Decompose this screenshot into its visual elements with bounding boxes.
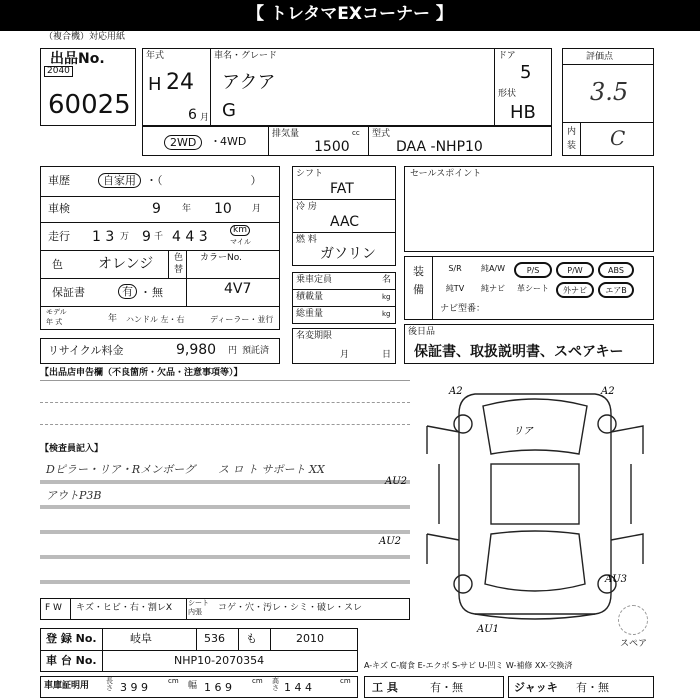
mileage-unit: km — [230, 225, 250, 236]
cert-width: 1 6 9 — [204, 681, 232, 694]
drive-4wd: 4WD — [220, 135, 247, 148]
model-year-label-1: モデル — [46, 308, 67, 316]
dealer: ディーラー・並行 — [210, 315, 274, 324]
shift-label: シフト — [296, 169, 324, 179]
ac-value: AAC — [330, 214, 360, 230]
diagram-mark: AU3 — [605, 574, 628, 585]
registration-number: 2010 — [296, 632, 324, 645]
car-label: 車名・グレード — [214, 51, 278, 61]
sheet-value: コゲ・穴・汚レ・シミ・破レ・スレ — [218, 603, 363, 613]
score-value: 3.5 — [590, 78, 629, 106]
cert-width-label: 幅 — [188, 681, 198, 691]
spare-label: スペア — [620, 639, 648, 649]
car-name: アクア — [222, 72, 276, 93]
diagram-mark: A2 — [449, 386, 463, 397]
equipment-item: ABS — [598, 262, 634, 278]
navi-label: ナビ型番： — [440, 304, 486, 314]
cert-height-label: 高さ — [272, 677, 279, 692]
diagram-mark: AU2 — [379, 536, 402, 547]
jack-label: ジャッキ — [514, 681, 558, 694]
header-note: （複合機）対応用紙 — [44, 32, 126, 42]
shift-value: FAT — [330, 181, 354, 197]
cert-height: 1 4 4 — [284, 681, 312, 694]
equipment-item: 純A/W — [480, 264, 506, 273]
mileage-man-unit: 万 — [120, 232, 130, 242]
recycle-note: 預託済 — [242, 346, 270, 356]
color-code-label: カラーNo. — [200, 253, 242, 263]
chassis-value: NHP10-2070354 — [174, 654, 265, 667]
month-unit: 月 — [200, 113, 210, 123]
recycle-unit: 円 — [228, 346, 238, 356]
equipment-item: 純TV — [445, 284, 465, 293]
cert-unit-3: cm — [340, 677, 351, 685]
name-change-month: 月 — [340, 350, 350, 360]
name-change-day: 日 — [382, 350, 392, 360]
sheet-label: シート — [188, 599, 209, 607]
displacement-value: 1500 — [314, 139, 350, 155]
cert-len: 3 9 9 — [120, 681, 148, 694]
model-year-label-2: 年 式 — [46, 318, 63, 326]
name-change-label: 名変期限 — [296, 331, 333, 341]
inspector-line-1: Dピラー・リア・Rメンボーグ — [46, 463, 196, 476]
seller-notes-label: 【出品店申告欄（不良箇所・欠品・注意事項等）】 — [40, 368, 243, 378]
warranty-label: 保証書 — [52, 286, 85, 299]
inspector-line-3: ス ロ ト サポート XX — [218, 463, 325, 476]
warranty-no: 無 — [152, 286, 163, 299]
load-unit: kg — [382, 293, 391, 301]
lot-number: 60025 — [48, 90, 131, 120]
inspection-month-unit: 月 — [252, 204, 262, 214]
equipment-item: 革シート — [517, 284, 549, 293]
color-value: オレンジ — [98, 256, 154, 272]
equipment-label-2: 備 — [413, 283, 424, 296]
cert-label: 車庫証明用 — [44, 681, 90, 691]
displacement-label: 排気量 — [272, 129, 300, 139]
shape-label: 形状 — [498, 89, 517, 99]
equipment-item: P/S — [514, 262, 552, 278]
weight-label: 総重量 — [296, 309, 324, 319]
mileage-rest: 4 4 3 — [172, 229, 208, 245]
weight-unit: kg — [382, 310, 391, 318]
load-label: 積載量 — [296, 292, 324, 302]
mileage-label: 走行 — [48, 230, 70, 243]
shape-value: HB — [510, 102, 536, 123]
cert-unit-1: cm — [168, 677, 179, 685]
month-value: 6 — [188, 107, 197, 123]
diagram-mark: AU2 — [385, 476, 408, 487]
interior-value: C — [610, 126, 626, 150]
color-swap-1: 色 — [174, 253, 184, 263]
recycle-label: リサイクル料金 — [48, 344, 124, 357]
registration-place: 岐阜 — [130, 632, 152, 645]
accessories-label: 後日品 — [408, 327, 436, 337]
diagram-mark: AU1 — [477, 624, 500, 635]
equipment-item: 外ナビ — [556, 282, 594, 298]
diagram-mark: リア — [513, 426, 533, 437]
cert-len-label: 長さ — [106, 677, 113, 692]
mileage-sen: 9 — [142, 229, 151, 245]
model-label: 型式 — [372, 129, 391, 139]
lot-year-tag: 2040 — [44, 66, 73, 77]
lot-label: 出品No. — [50, 51, 105, 67]
color-label: 色 — [52, 258, 63, 271]
capacity-unit: 名 — [382, 275, 392, 285]
fuel-value: ガソリン — [320, 246, 376, 262]
fw-label: F W — [45, 603, 62, 613]
warranty-sep: ・ — [140, 286, 151, 299]
fw-value: キズ・ヒビ・右・割レX — [76, 603, 172, 613]
history-tail: ・（ ） — [146, 174, 262, 187]
door-label: ドア — [498, 51, 516, 61]
warranty-yes: 有 — [118, 284, 137, 299]
inspection-year-unit: 年 — [182, 204, 192, 214]
equipment-label-1: 装 — [413, 265, 424, 278]
equipment-item: P/W — [556, 262, 594, 278]
door-value: 5 — [520, 62, 532, 83]
recycle-value: 9,980 — [176, 342, 217, 358]
diagram-mark: A2 — [601, 386, 615, 397]
year-era: H — [148, 74, 162, 95]
color-swap-2: 替 — [174, 265, 184, 275]
cert-unit-2: cm — [252, 677, 263, 685]
header-title: 【 トレタマEXコーナー 】 — [247, 4, 453, 24]
model-year-unit: 年 — [108, 314, 118, 324]
inspector-label: 【検査員記入】 — [40, 444, 104, 454]
displacement-unit: cc — [352, 129, 360, 137]
mileage-sen-unit: 千 — [154, 232, 164, 242]
registration-label: 登 録 No. — [46, 632, 97, 645]
history-label: 車歴 — [48, 174, 70, 187]
ac-label: 冷 房 — [296, 202, 317, 212]
inspection-label: 車検 — [48, 202, 70, 215]
equipment-item: S/R — [448, 264, 462, 273]
sheet-label-2: 内張 — [188, 608, 202, 616]
inspection-month: 10 — [214, 201, 232, 217]
jack-value: 有・無 — [576, 681, 609, 694]
score-label: 評価点 — [586, 52, 614, 62]
inspector-line-2: アウトP3B — [46, 489, 102, 502]
accessories-value: 保証書、取扱説明書、スペアキー — [414, 344, 624, 360]
model-value: DAA -NHP10 — [396, 139, 483, 155]
equipment-item: 純ナビ — [481, 284, 505, 293]
fuel-label: 燃 料 — [296, 235, 317, 245]
chassis-label: 車 台 No. — [46, 654, 97, 667]
interior-label-1: 内 — [567, 127, 577, 137]
spare-circle — [618, 605, 648, 635]
registration-class: 536 — [204, 632, 225, 645]
mileage-man: 1 3 — [92, 229, 115, 245]
tools-value: 有・無 — [430, 681, 463, 694]
year-value: 24 — [166, 70, 194, 95]
equipment-item: エアB — [598, 282, 634, 298]
registration-kana: も — [246, 632, 257, 645]
damage-legend: A-キズ C-腐食 E-エクボ S-サビ U-凹ミ W-補修 XX-交換済 — [364, 661, 573, 670]
history-value: 自家用 — [98, 173, 141, 188]
drive-sep: ・ — [210, 135, 221, 148]
car-damage-diagram — [379, 384, 655, 635]
drive-2wd: 2WD — [164, 135, 202, 150]
sales-label: セールスポイント — [410, 169, 482, 179]
color-code: 4V7 — [224, 281, 252, 297]
interior-label-2: 装 — [567, 141, 577, 151]
handle: ハンドル 左・右 — [126, 315, 185, 324]
year-label: 年式 — [146, 51, 165, 61]
tools-label: 工 具 — [372, 681, 398, 694]
inspection-year: 9 — [152, 201, 161, 217]
mileage-unit-sub: マイル — [230, 238, 251, 246]
car-grade: G — [222, 100, 236, 121]
capacity-label: 乗車定員 — [296, 275, 333, 285]
